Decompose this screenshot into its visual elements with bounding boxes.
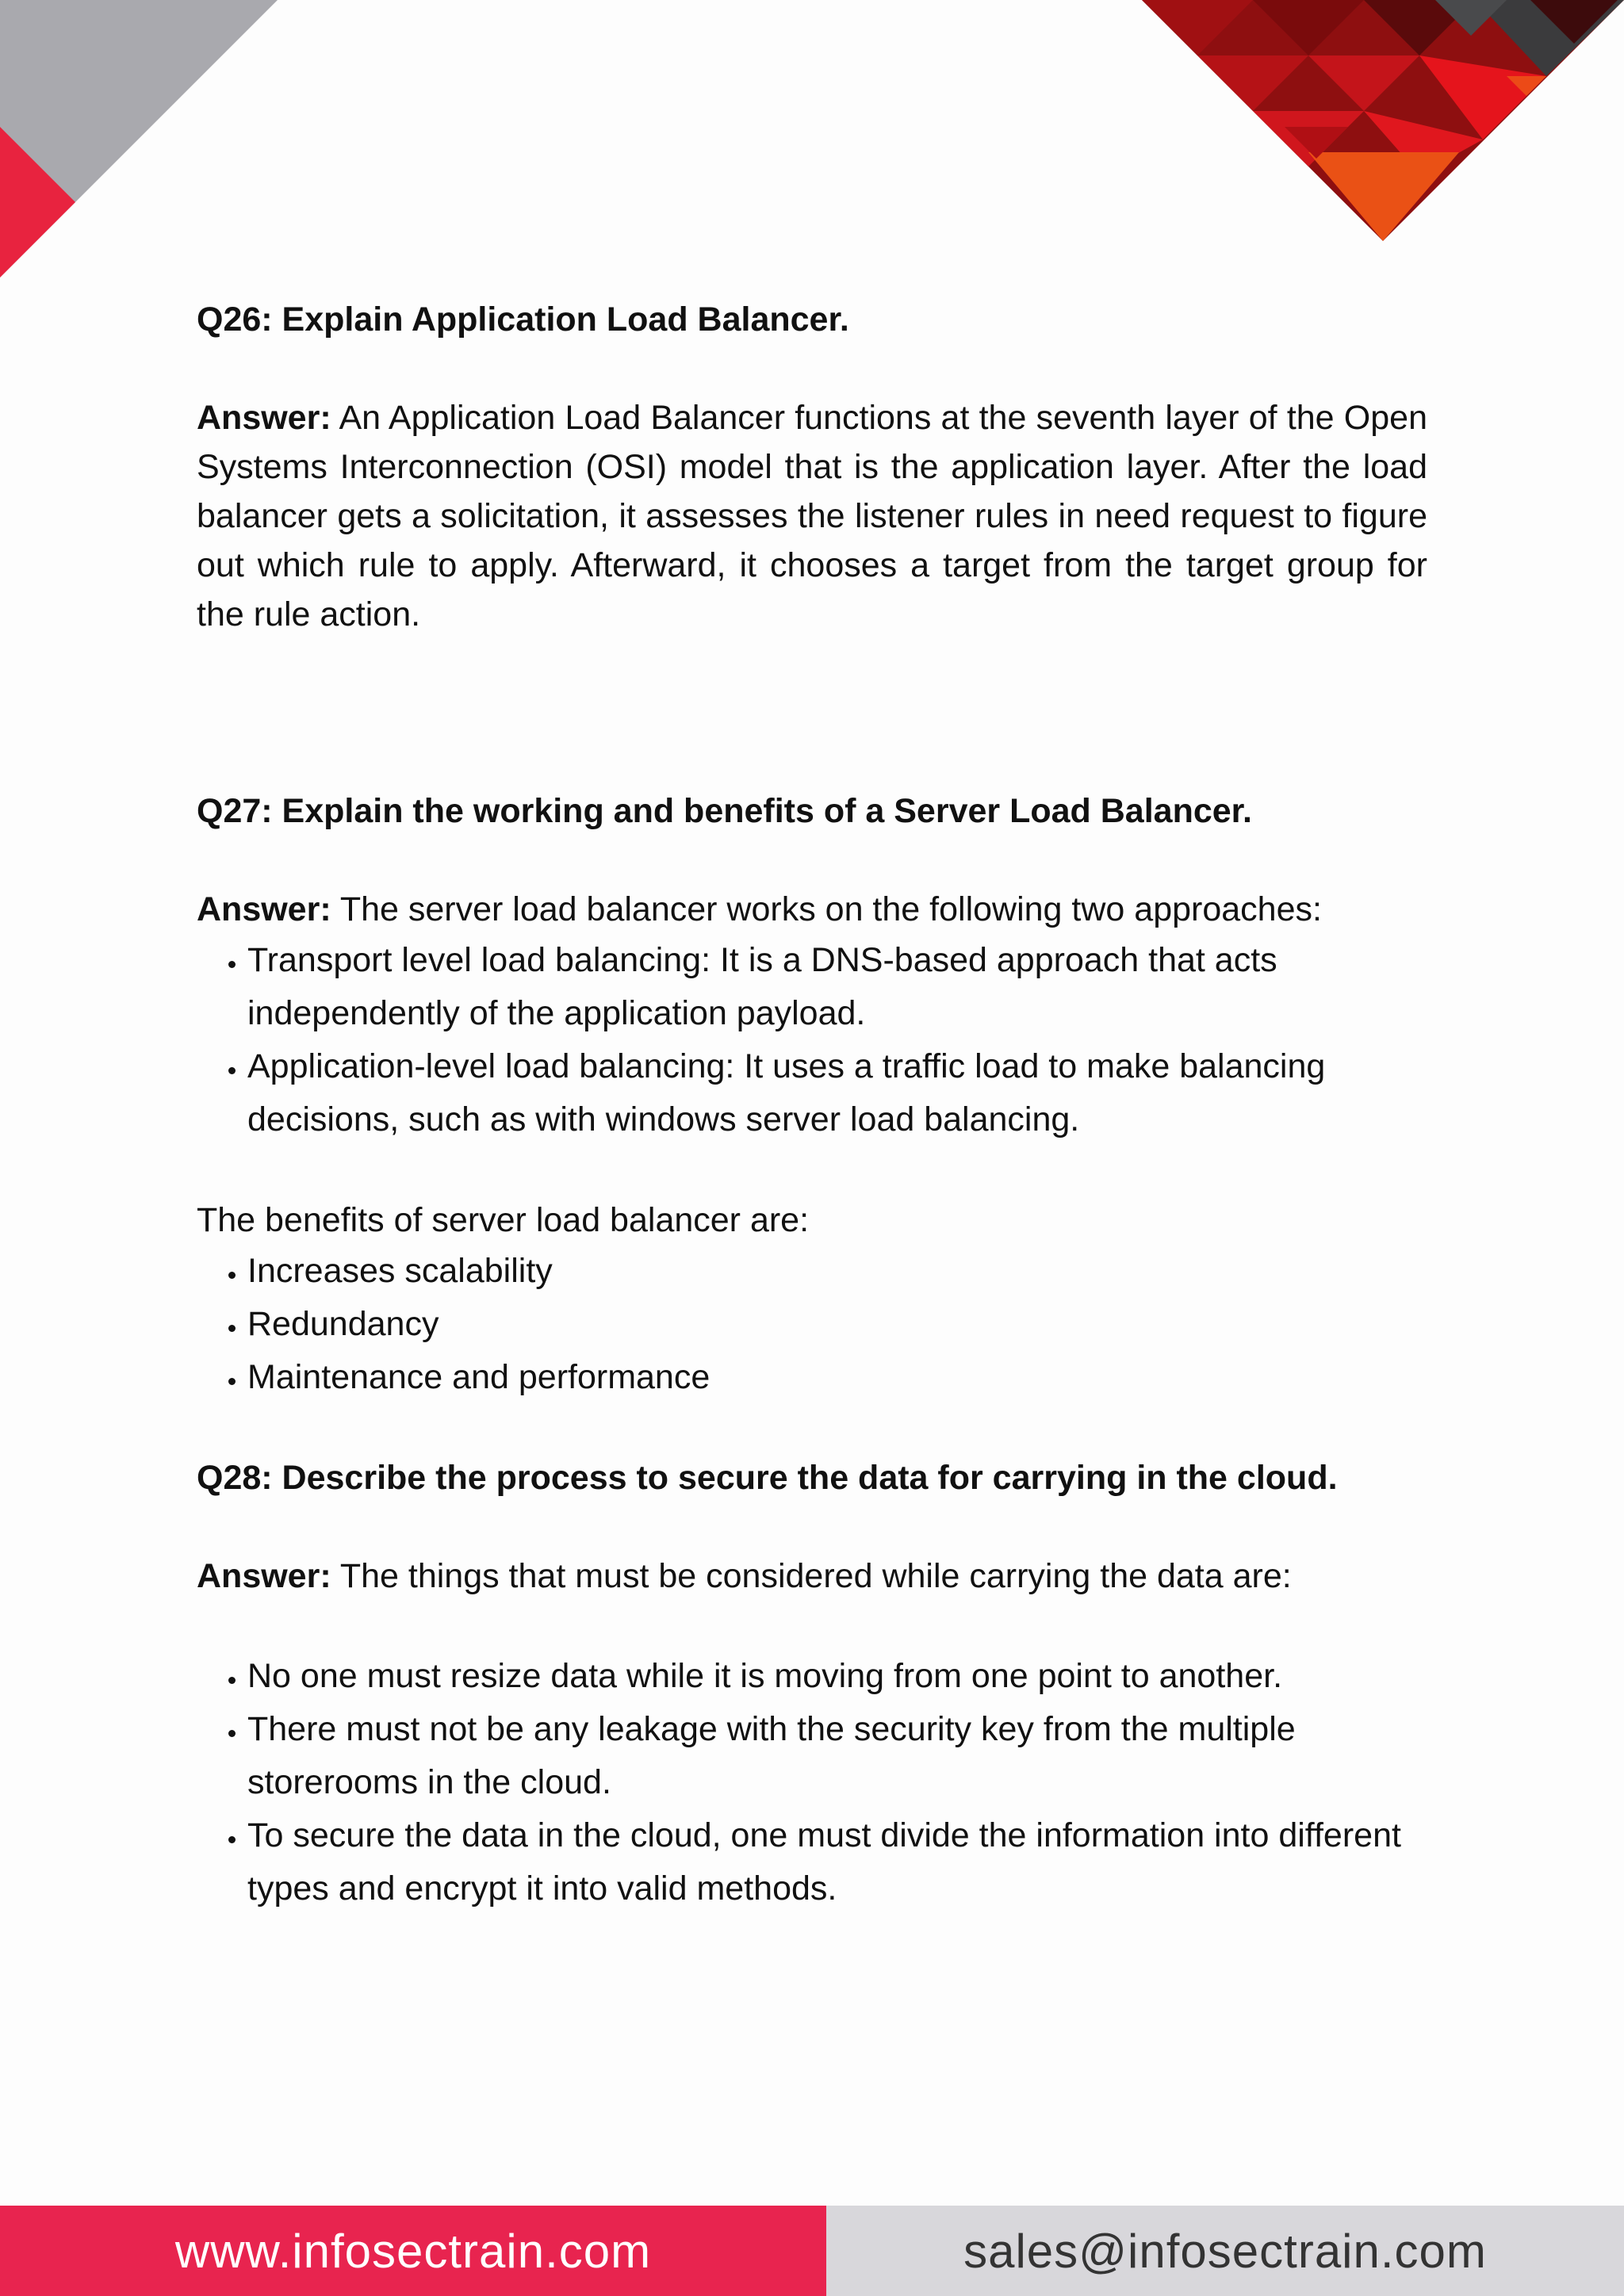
list-item: • Application-level load balancing: It uses a traffic load to make balancing decisions, such as with windows server load balancing. [247,1040,1427,1146]
list-item: • Maintenance and performance [247,1351,1427,1404]
q26-heading: Q26: Explain Application Load Balancer. [197,300,849,339]
document-body [197,295,1427,1915]
q28-answer-label: Answer: [197,1557,331,1595]
q27-heading: Q27: Explain the working and benefits of a Server Load Balancer. [197,792,1252,830]
q26-answer [197,393,1427,639]
q27-benefits-list [197,1245,1427,1404]
list-item: • To secure the data in the cloud, one must divide the information into different types and encrypt it into valid methods. [247,1809,1427,1915]
email-link[interactable]: sales@infosectrain.com [826,2206,1624,2296]
q28-heading: Q28: Describe the process to secure the data for carrying in the cloud. [197,1459,1338,1497]
q28-answer [197,1552,1427,1601]
list-item: • There must not be any leakage with the security key from the multiple storerooms in the cloud. [247,1703,1427,1809]
q28-answer-text: The things that must be considered while carrying the data are: [331,1557,1292,1595]
q27-answer-text: The server load balancer works on the following two approaches: [331,890,1322,928]
footer [0,2206,1624,2296]
website-link[interactable]: www.infosectrain.com [0,2206,826,2296]
list-item: • Increases scalability [247,1245,1427,1298]
list-item: • Transport level load balancing: It is a DNS-based approach that acts independently of the application payload. [247,934,1427,1040]
q26-answer-text: An Application Load Balancer functions at the seventh layer of the Open Systems Interconnection (OSI) model that is the application layer. After the load balancer gets a solicitation, it assesses the listener rules in need request to figure out which rule to apply. Afterward, it chooses a target from the target group for the rule action. [197,399,1427,633]
list-item: • No one must resize data while it is moving from one point to another. [247,1650,1427,1703]
q27-benefits-intro: The benefits of server load balancer are: [197,1201,810,1239]
q28-points-list [197,1650,1427,1915]
list-item: • Redundancy [247,1298,1427,1351]
corner-decoration-right [0,0,1624,254]
q27-approaches-list [197,934,1427,1146]
q27-answer [197,885,1427,934]
q27-answer-label: Answer: [197,890,331,928]
q26-answer-label: Answer: [197,399,331,437]
